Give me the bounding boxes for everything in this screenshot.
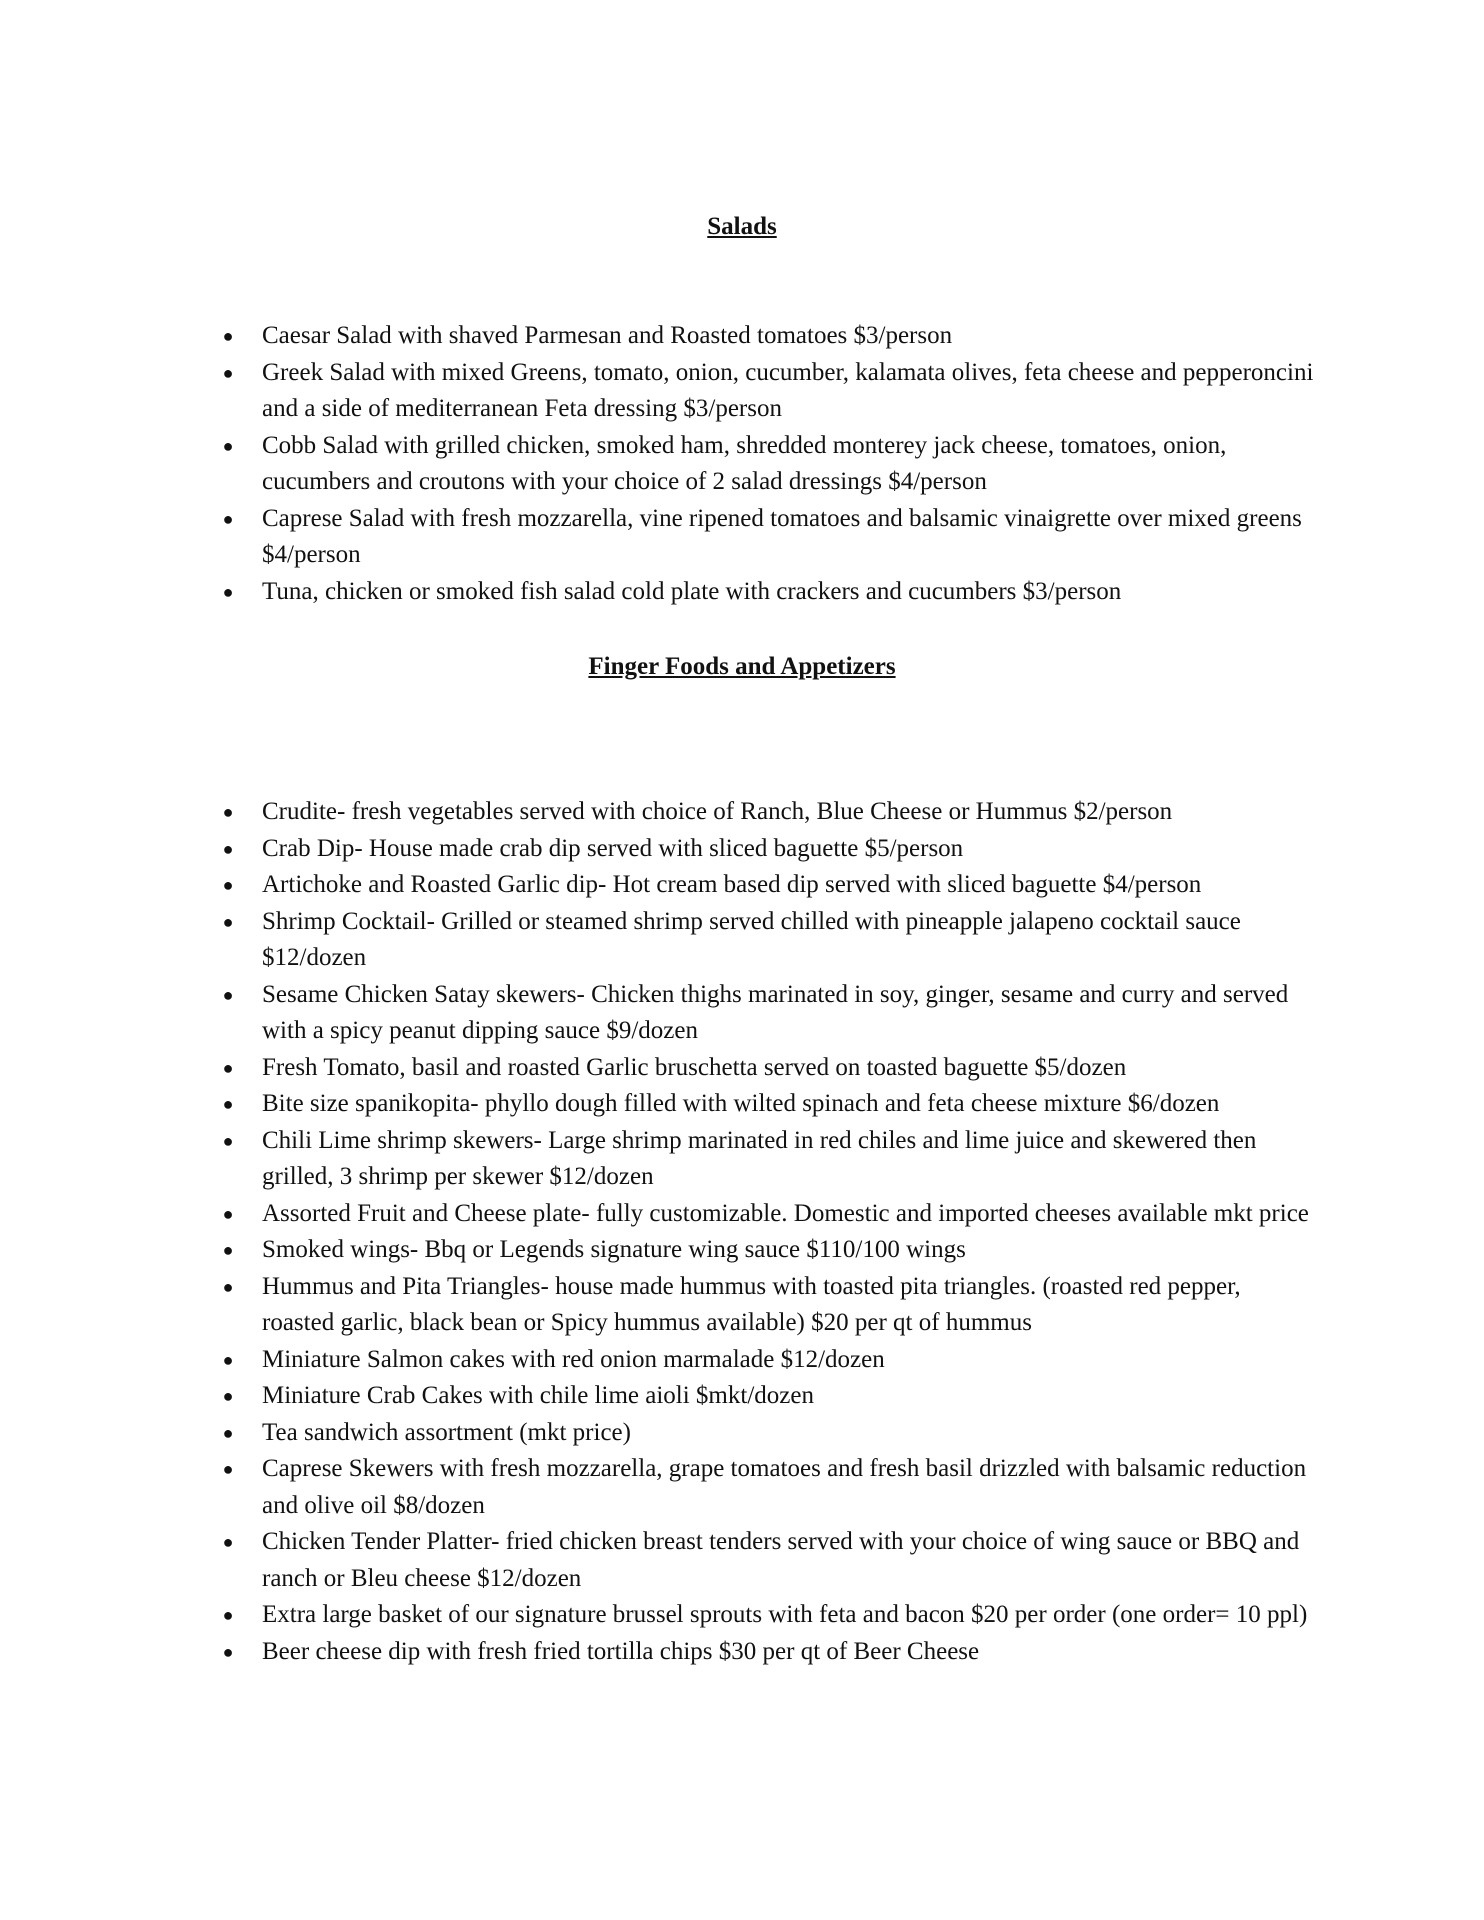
list-item <box>218 831 1318 868</box>
bullet-icon: ● <box>222 435 234 456</box>
item-text: Caprese Salad with fresh mozzarella, vine ripened tomatoes and balsamic vinaigrette over mixed greens $4/person <box>262 504 1302 568</box>
bullet-icon: ● <box>222 1605 234 1625</box>
salads-heading: Salads <box>707 213 777 240</box>
list-item <box>218 1086 1318 1123</box>
item-text: Caprese Skewers with fresh mozzarella, grape tomatoes and fresh basil drizzled with balsamic reduction and olive oil $8/dozen <box>262 1455 1307 1519</box>
item-text: Assorted Fruit and Cheese plate- fully customizable. Domestic and imported cheeses available mkt price <box>262 1199 1309 1227</box>
appetizers-list <box>218 794 1318 1670</box>
item-text: Beer cheese dip with fresh fried tortilla chips $30 per qt of Beer Cheese <box>262 1637 980 1665</box>
bullet-icon: ● <box>222 1203 234 1224</box>
item-text: Fresh Tomato, basil and roasted Garlic bruschetta served on toasted baguette $5/dozen <box>262 1053 1127 1081</box>
item-text: Greek Salad with mixed Greens, tomato, onion, cucumber, kalamata olives, feta cheese and pepperoncini and a side of mediterranean Feta dressing $3/person <box>262 358 1314 422</box>
list-item <box>218 1597 1318 1634</box>
list-item <box>218 1524 1318 1597</box>
list-item <box>218 904 1318 977</box>
item-text: Tuna, chicken or smoked fish salad cold plate with crackers and cucumbers $3/person <box>262 577 1122 605</box>
item-text: Miniature Crab Cakes with chile lime aioli $mkt/dozen <box>262 1382 814 1409</box>
bullet-icon: ● <box>222 1057 234 1078</box>
list-item <box>218 318 1318 355</box>
item-text: Bite size spanikopita- phyllo dough filled with wilted spinach and feta cheese mixture $6/dozen <box>262 1090 1220 1117</box>
list-item <box>218 1378 1318 1415</box>
item-text: Cobb Salad with grilled chicken, smoked ham, shredded monterey jack cheese, tomatoes, onion, cucumbers and croutons with your choice of 2 salad dressings $4/person <box>262 431 1227 495</box>
item-text: Artichoke and Roasted Garlic dip- Hot cream based dip served with sliced baguette $4/person <box>262 871 1202 898</box>
bullet-icon: ● <box>222 1349 234 1370</box>
salads-list <box>218 318 1318 610</box>
item-text: Chili Lime shrimp skewers- Large shrimp marinated in red chiles and lime juice and skewered then grilled, 3 shrimp per skewer $12/dozen <box>262 1126 1257 1190</box>
bullet-icon: ● <box>222 984 234 1005</box>
item-text: Miniature Salmon cakes with red onion marmalade $12/dozen <box>262 1345 885 1373</box>
bullet-icon: ● <box>222 1422 234 1443</box>
item-text: Sesame Chicken Satay skewers- Chicken thighs marinated in soy, ginger, sesame and curry and served with a spicy peanut dipping sauce $9/dozen <box>262 980 1289 1044</box>
bullet-icon: ● <box>222 838 234 859</box>
list-item <box>218 794 1318 831</box>
bullet-icon: ● <box>222 1240 234 1260</box>
item-text: Hummus and Pita Triangles- house made hummus with toasted pita triangles. (roasted red pepper, roasted garlic, black bean or Spicy hummus available) $20 per qt of hummus <box>262 1272 1241 1336</box>
list-item <box>218 1269 1318 1342</box>
bullet-icon: ● <box>222 1386 234 1406</box>
item-text: Caesar Salad with shaved Parmesan and Roasted tomatoes $3/person <box>262 322 953 349</box>
bullet-icon: ● <box>222 1276 234 1297</box>
bullet-icon: ● <box>222 911 234 932</box>
list-item <box>218 1123 1318 1196</box>
bullet-icon: ● <box>222 1459 234 1479</box>
list-item <box>218 574 1318 611</box>
bullet-icon: ● <box>222 326 234 346</box>
bullet-icon: ● <box>222 1532 234 1552</box>
item-text: Chicken Tender Platter- fried chicken breast tenders served with your choice of wing sauce or BBQ and ranch or Bleu cheese $12/dozen <box>262 1528 1300 1592</box>
item-text: Smoked wings- Bbq or Legends signature wing sauce $110/100 wings <box>262 1236 966 1263</box>
list-item <box>218 428 1318 501</box>
item-text: Crab Dip- House made crab dip served with sliced baguette $5/person <box>262 834 964 862</box>
list-item <box>218 1232 1318 1269</box>
list-item <box>218 1634 1318 1671</box>
appetizers-heading: Finger Foods and Appetizers <box>588 653 896 680</box>
item-text: Crudite- fresh vegetables served with choice of Ranch, Blue Cheese or Hummus $2/person <box>262 798 1173 825</box>
bullet-icon: ● <box>222 802 234 822</box>
list-item <box>218 1342 1318 1379</box>
bullet-icon: ● <box>222 1094 234 1114</box>
bullet-icon: ● <box>222 362 234 383</box>
bullet-icon: ● <box>222 1641 234 1662</box>
list-item <box>218 355 1318 428</box>
item-text: Tea sandwich assortment (mkt price) <box>262 1418 631 1446</box>
bullet-icon: ● <box>222 581 234 602</box>
bullet-icon: ● <box>222 875 234 895</box>
list-item <box>218 1451 1318 1524</box>
list-item <box>218 1415 1318 1452</box>
list-item <box>218 867 1318 904</box>
list-item <box>218 977 1318 1050</box>
list-item <box>218 501 1318 574</box>
item-text: Shrimp Cocktail- Grilled or steamed shrimp served chilled with pineapple jalapeno cocktail sauce $12/dozen <box>262 907 1241 971</box>
list-item <box>218 1050 1318 1087</box>
list-item <box>218 1196 1318 1233</box>
item-text: Extra large basket of our signature brussel sprouts with feta and bacon $20 per order (one order= 10 ppl) <box>262 1601 1308 1628</box>
bullet-icon: ● <box>222 508 234 529</box>
bullet-icon: ● <box>222 1130 234 1151</box>
